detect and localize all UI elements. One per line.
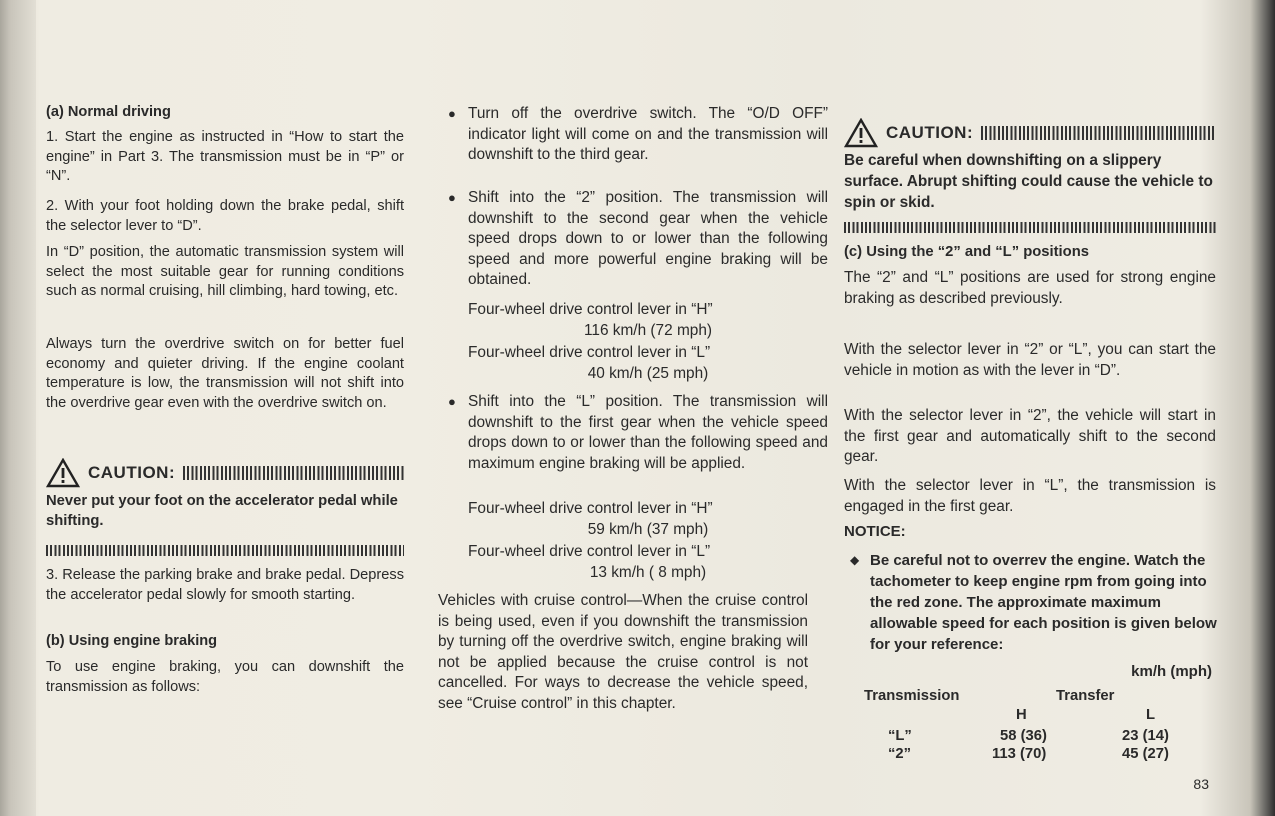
caution-bottom-rule-2	[844, 222, 1216, 233]
step-1: 1. Start the engine as instructed in “How to start the engine” in Part 3. The transmission must be in “P” or “N”.	[46, 129, 404, 184]
table-header-transmission: Transmission	[864, 688, 960, 704]
unit-label: km/h (mph)	[1131, 663, 1212, 680]
bullet-shift-2: ● Shift into the “2” position. The transmission will downshift to the second gear when the vehicle speed drops down to or lower than the following speed and more powerful engine braking will be obtained.	[448, 188, 828, 291]
notice-label: NOTICE:	[844, 523, 906, 540]
bullet-overdrive-off: ● Turn off the overdrive switch. The “O/D OFF” indicator light will come on and the transmission will downshift to the third gear.	[448, 104, 828, 166]
table-header-h: H	[1016, 707, 1027, 723]
positions-paragraph: The “2” and “L” positions are used for strong engine braking as described previously.	[844, 269, 1216, 307]
h-speed-1: 116 km/h (72 mph)	[583, 322, 713, 339]
step-2: 2. With your foot holding down the brake pedal, shift the selector lever to “D”.	[46, 198, 404, 234]
table-row-2-h: 113 (70)	[992, 746, 1047, 762]
l-speed-1: 40 km/h (25 mph)	[587, 365, 709, 382]
caution-text-1: Never put your foot on the accelerator pedal while shifting.	[46, 493, 398, 529]
page-number: 83	[1193, 776, 1209, 792]
caution-header-1	[46, 458, 404, 488]
table-row-l-pos: “L”	[888, 728, 912, 744]
notice-text: ◆ Be careful not to overrev the engine. Watch the tachometer to keep engine rpm from going into the red zone. The approximate maximum allowable speed for each position is given below for your reference:	[850, 550, 1230, 655]
warning-triangle-icon	[844, 118, 878, 148]
warning-triangle-icon	[46, 458, 80, 488]
selector-l-paragraph: With the selector lever in “L”, the transmission is engaged in the first gear.	[844, 477, 1216, 515]
caution-bottom-rule-1	[46, 545, 404, 556]
table-row-2-l: 45 (27)	[1122, 746, 1169, 762]
caution-rule-2	[981, 126, 1216, 140]
table-row-l-h: 58 (36)	[1000, 728, 1047, 744]
h-lever-label-2: Four-wheel drive control lever in “H”	[468, 500, 713, 517]
h-speed-2: 59 km/h (37 mph)	[587, 521, 709, 538]
section-a-heading: (a) Normal driving	[46, 104, 171, 120]
table-header-transfer: Transfer	[1056, 688, 1115, 704]
caution-text-2: Be careful when downshifting on a slippery surface. Abrupt shifting could cause the vehicle to spin or skid.	[844, 152, 1213, 211]
step-3: 3. Release the parking brake and brake pedal. Depress the accelerator pedal slowly for smooth starting.	[46, 567, 404, 603]
cruise-control-paragraph: Vehicles with cruise control—When the cruise control is being used, even if you downshift the transmission by turning off the overdrive switch, engine braking will not be applied because the cruise control is not cancelled. For ways to decrease the vehicle speed, see “Cruise control” in this chapter.	[438, 592, 808, 712]
caution-rule-1	[183, 466, 404, 480]
engine-braking-intro: To use engine braking, you can downshift the transmission as follows:	[46, 659, 404, 695]
section-b-heading: (b) Using engine braking	[46, 633, 218, 649]
section-c-heading: (c) Using the “2” and “L” positions	[844, 244, 1089, 260]
table-row-l-l: 23 (14)	[1122, 728, 1169, 744]
l-lever-label-1: Four-wheel drive control lever in “L”	[468, 344, 711, 361]
table-row-2-pos: “2”	[888, 746, 912, 762]
d-position-paragraph: In “D” position, the automatic transmission system will select the most suitable gear for running conditions such as normal cruising, hill climbing, hard towing, etc.	[46, 244, 404, 299]
overdrive-paragraph: Always turn the overdrive switch on for better fuel economy and quieter driving. If the engine coolant temperature is low, the transmission will not shift into the overdrive gear even with the overdrive switch on.	[46, 336, 404, 411]
l-speed-2: 13 km/h ( 8 mph)	[589, 564, 707, 581]
caution-label-2: CAUTION:	[886, 123, 974, 142]
page-binding-edge	[0, 0, 36, 816]
caution-label-1: CAUTION:	[88, 463, 176, 482]
table-header-l: L	[1146, 707, 1156, 723]
h-lever-label-1: Four-wheel drive control lever in “H”	[468, 301, 713, 318]
caution-header-2	[844, 118, 1216, 148]
selector-2-paragraph: With the selector lever in “2”, the vehicle will start in the first gear and automatically shift to the second gear.	[844, 407, 1216, 465]
start-motion-paragraph: With the selector lever in “2” or “L”, you can start the vehicle in motion as with the lever in “D”.	[844, 341, 1216, 379]
l-lever-label-2: Four-wheel drive control lever in “L”	[468, 543, 711, 560]
bullet-shift-l: ● Shift into the “L” position. The transmission will downshift to the first gear when the vehicle speed drops down to or lower than the following speed and maximum engine braking will be applied.	[448, 392, 828, 474]
